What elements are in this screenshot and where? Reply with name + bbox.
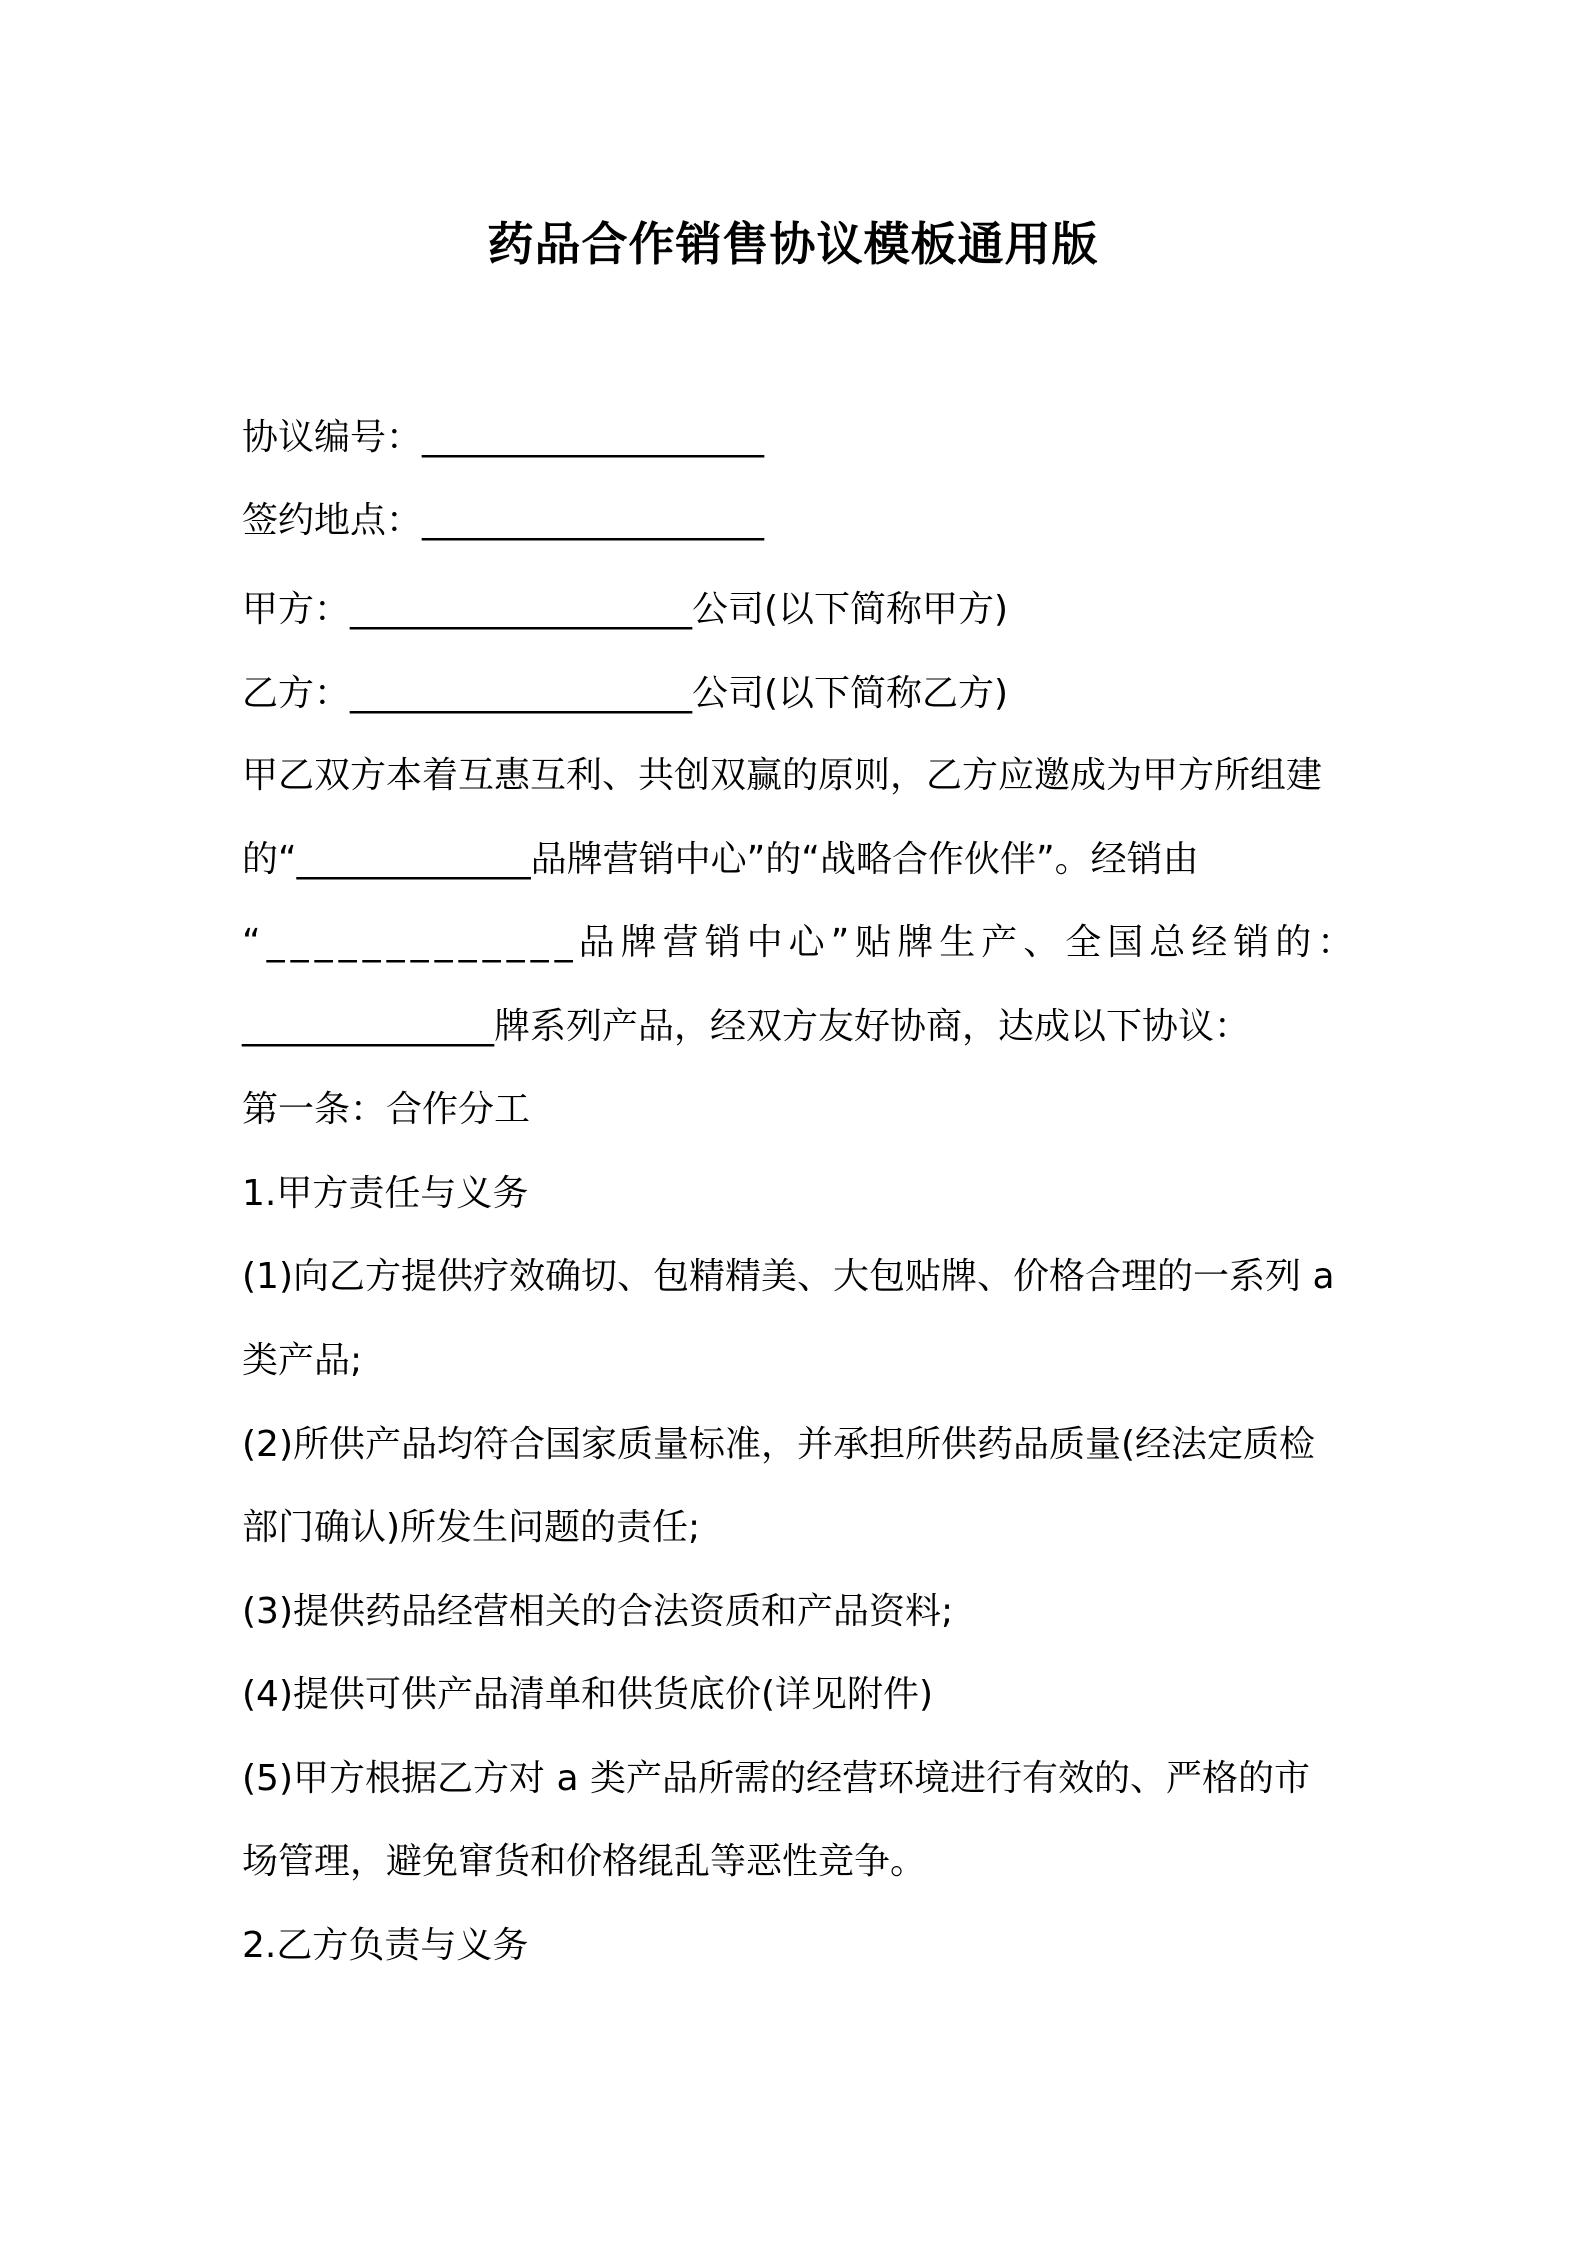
paragraph-line: ______________牌系列产品，经双方友好协商，达成以下协议： — [242, 1006, 1251, 1047]
field-party-b: 乙方：___________________公司(以下简称乙方) — [242, 673, 1009, 714]
field-party-a: 甲方：___________________公司(以下简称甲方) — [242, 589, 1009, 630]
paragraph-line: “_____________品牌营销中心”贴牌生产、全国总经销的： — [242, 922, 1360, 963]
field-agreement-number: 协议编号：___________________ — [242, 417, 765, 458]
field-signing-location: 签约地点：___________________ — [242, 500, 765, 541]
document-title: 药品合作销售协议模板通用版 — [487, 217, 1099, 271]
list-item: (4)提供可供产品清单和供货底价(详见附件) — [242, 1674, 934, 1715]
paragraph-line: 甲乙双方本着互惠互利、共创双赢的原则，乙方应邀成为甲方所组建 — [242, 755, 1323, 796]
subsection-heading: 2.乙方负责与义务 — [242, 1925, 529, 1966]
list-item-continuation: 场管理，避免窜货和价格绲乱等恶性竞争。 — [242, 1841, 927, 1882]
list-item: (3)提供药品经营相关的合法资质和产品资料; — [242, 1591, 954, 1632]
list-item-continuation: 部门确认)所发生问题的责任; — [242, 1507, 701, 1548]
list-item: (1)向乙方提供疗效确切、包精精美、大包贴牌、价格合理的一系列 a — [242, 1256, 1335, 1297]
paragraph-line: 的“_____________品牌营销中心”的“战略合作伙伴”。经销由 — [242, 839, 1199, 880]
list-item: (2)所供产品均符合国家质量标准，并承担所供药品质量(经法定质检 — [242, 1424, 1316, 1465]
list-item: (5)甲方根据乙方对 a 类产品所需的经营环境进行有效的、严格的市 — [242, 1758, 1310, 1799]
section-heading: 第一条：合作分工 — [242, 1089, 531, 1130]
subsection-heading: 1.甲方责任与义务 — [242, 1173, 529, 1214]
list-item-continuation: 类产品; — [242, 1340, 363, 1381]
